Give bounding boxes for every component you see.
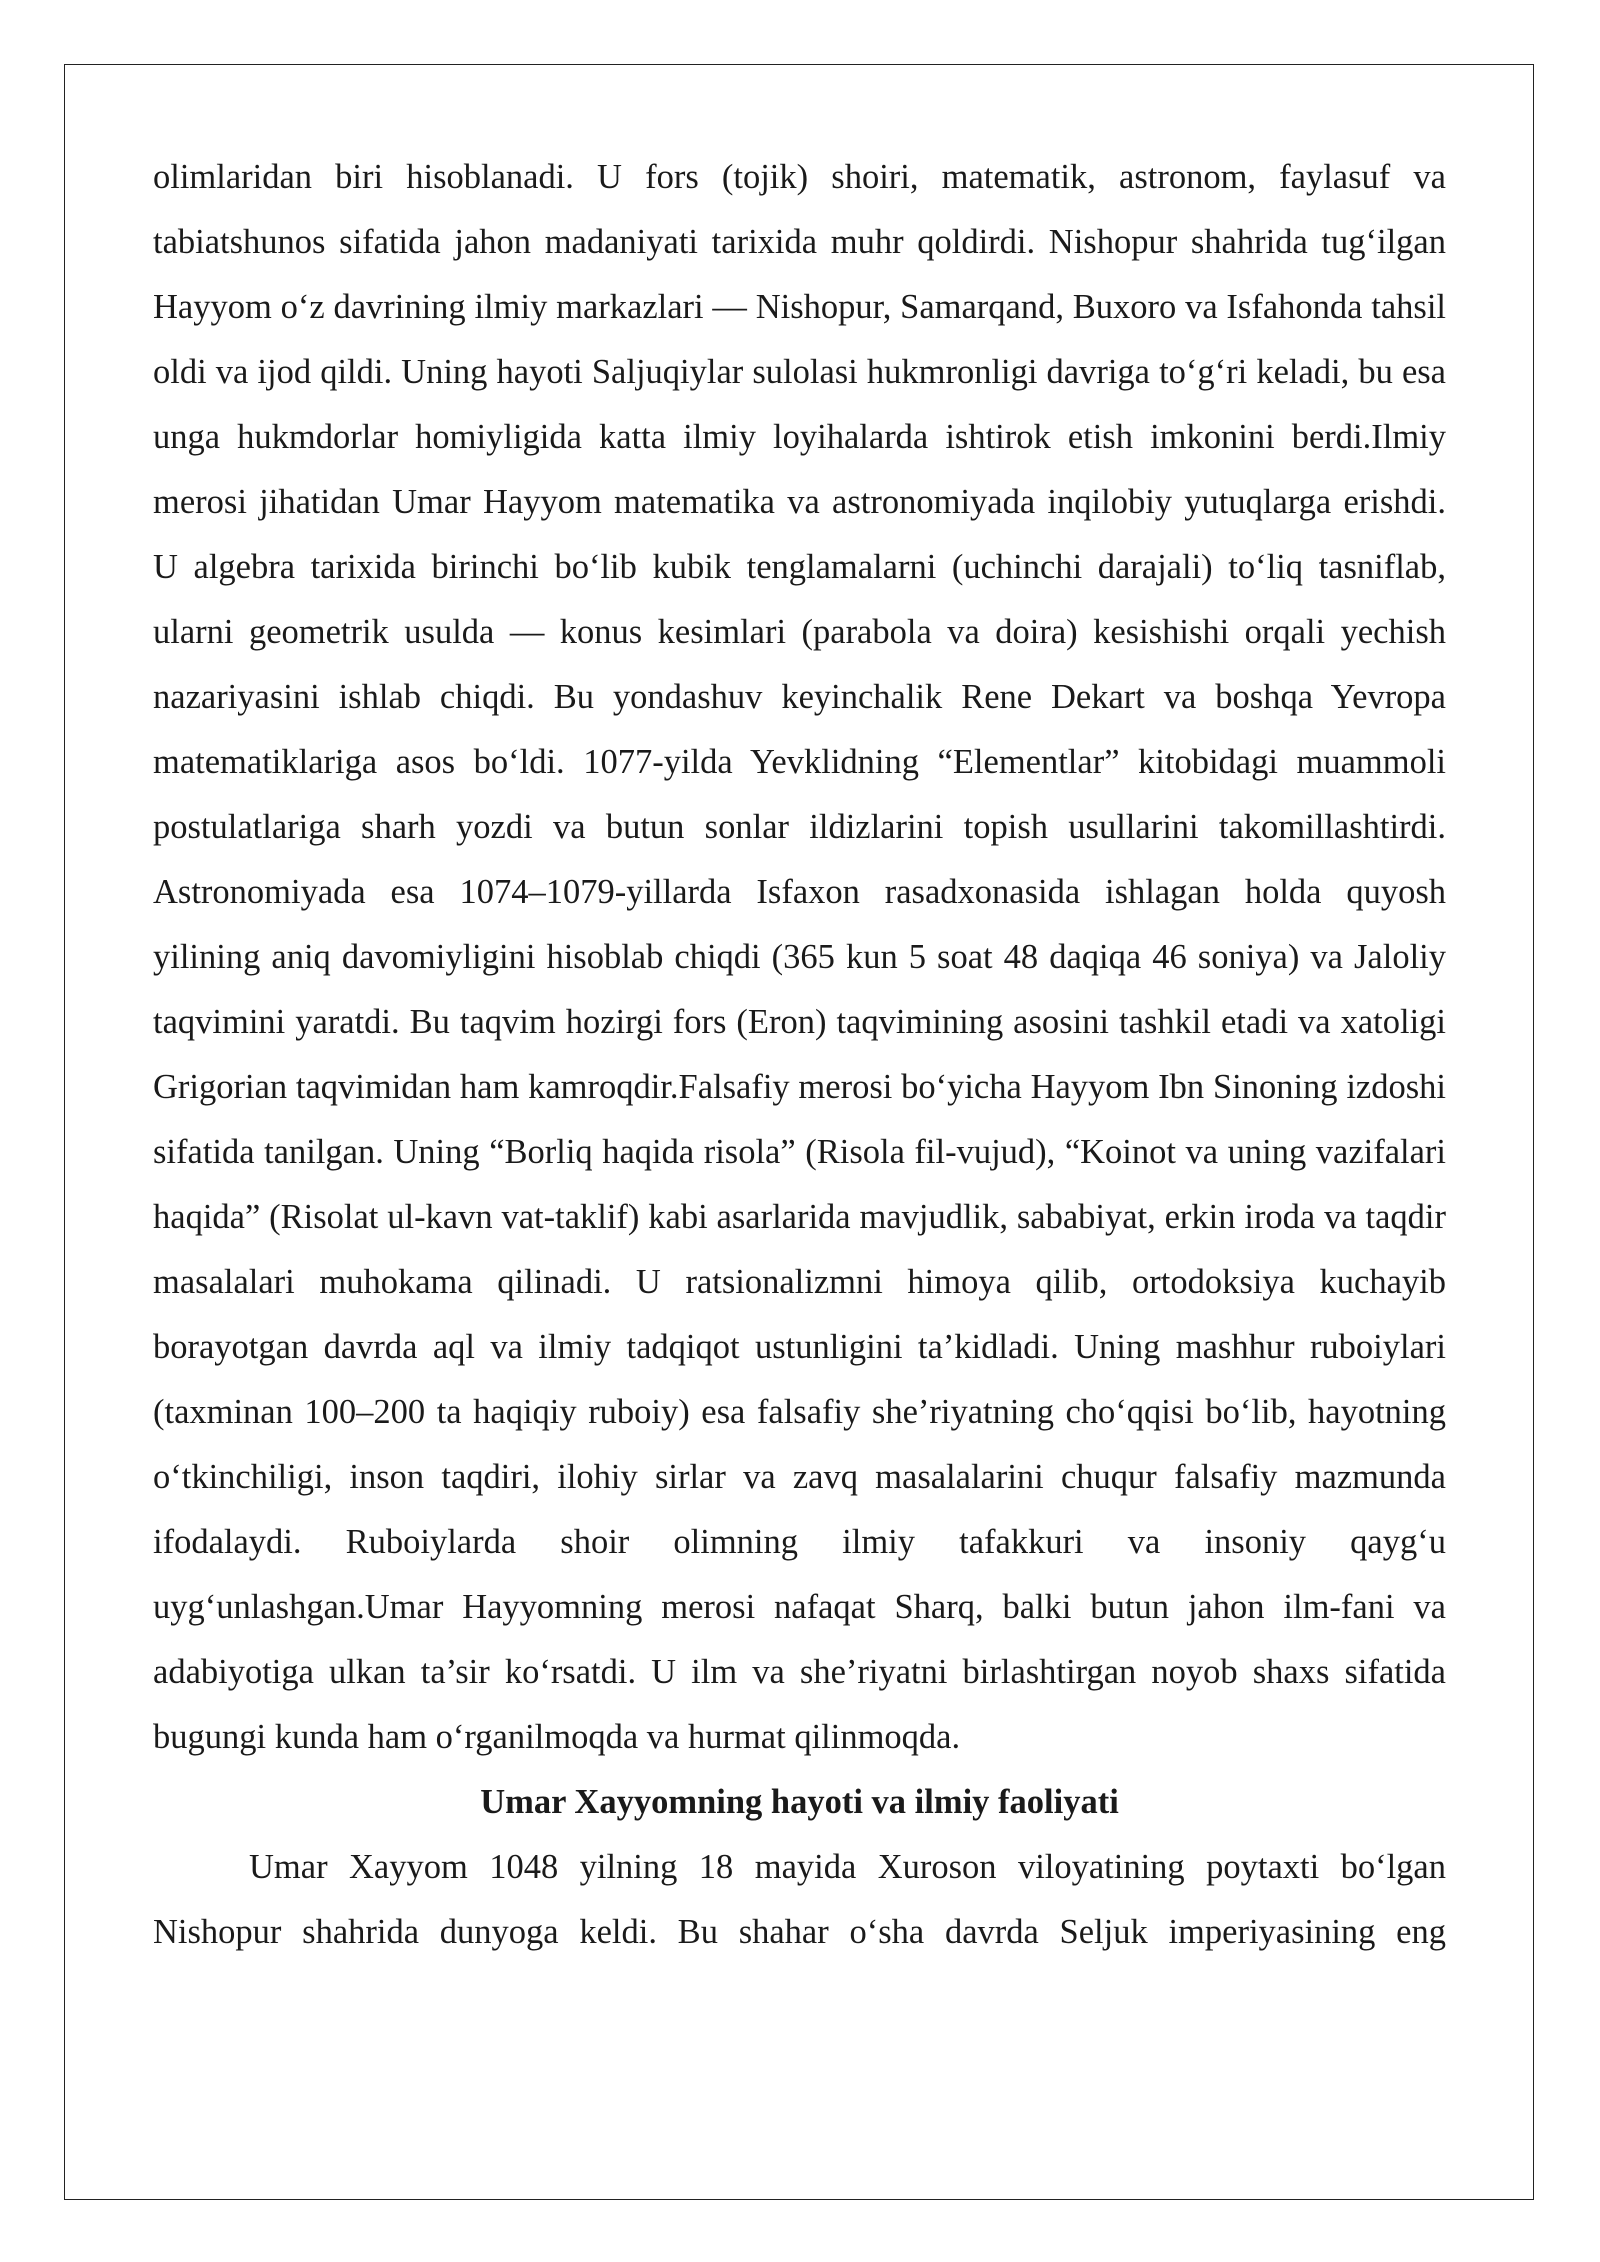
paragraph-2: Umar Xayyom 1048 yilning 18 mayida Xuroson viloyatining poytaxti bo‘lgan Nishopur shahrida dunyoga keldi. Bu shahar o‘sha davrda Seljuk imperiyasining eng <box>153 1848 1446 1951</box>
paragraph-1-last-line: ham o‘rganilmoqda va hurmat qilinmoqda. <box>367 1718 961 1756</box>
document-body <box>153 145 1446 1965</box>
paragraph-1 <box>153 145 1446 1770</box>
section-heading: Umar Xayyomning hayoti va ilmiy faoliyati <box>480 1783 1119 1821</box>
paragraph-1-text: olimlaridan biri hisoblanadi. U fors (tojik) shoiri, matematik, astronom, faylasuf va tabiatshunos sifatida jahon madaniyati tarixida muhr qoldirdi. Nishopur shahrida tug‘ilgan Hayyom o‘z davrining ilmiy markazlari — Nishopur, Samarqand, Buxoro va Isfahonda tahsil oldi va ijod qildi. Uning hayoti Saljuqiylar sulolasi hukmronligi davriga to‘g‘ri keladi, bu esa unga hukmdorlar homiyligida katta ilmiy loyihalarda ishtirok etish imkonini berdi.Ilmiy merosi jihatidan Umar Hayyom matematika va astronomiyada inqilobiy yutuqlarga erishdi. U algebra tarixida birinchi bo‘lib kubik tenglamalarni (uchinchi darajali) to‘liq tasniflab, ularni geometrik usulda — konus kesimlari (parabola va doira) kesishishi orqali yechish nazariyasini ishlab chiqdi. Bu yondashuv keyinchalik Rene Dekart va boshqa Yevropa matematiklariga asos bo‘ldi. 1077-yilda Yevklidning “Elementlar” kitobidagi muammoli postulatlariga sharh yozdi va butun sonlar ildizlarini topish usullarini takomillashtirdi. Astronomiyada esa 1074–1079-yillarda Isfaxon rasadxonasida ishlagan holda quyosh yilining aniq davomiyligini hisoblab chiqdi (365 kun 5 soat 48 daqiqa 46 soniya) va Jaloliy taqvimini yaratdi. Bu taqvim hozirgi fors (Eron) taqvimining asosini tashkil etadi va xatoligi Grigorian taqvimidan ham kamroqdir.Falsafiy merosi bo‘yicha Hayyom Ibn Sinoning izdoshi sifatida tanilgan. Uning “Borliq haqida risola” (Risola fil-vujud), “Koinot va uning vazifalari haqida” (Risolat ul-kavn vat-taklif) kabi asarlarida mavjudlik, sababiyat, erkin iroda va taqdir masalalari muhokama qilinadi. U ratsionalizmni himoya qilib, ortodoksiya kuchayib borayotgan davrda aql va ilmiy tadqiqot ustunligini ta’kidladi. Uning mashhur ruboiylari (taxminan 100–200 ta haqiqiy ruboiy) esa falsafiy she’riyatning cho‘qqisi bo‘lib, hayotning o‘tkinchiligi, inson taqdiri, ilohiy sirlar va zavq masalalarini chuqur falsafiy mazmunda ifodalaydi. Ruboiylarda shoir olimning ilmiy tafakkuri va insoniy qayg‘u uyg‘unlashgan.Umar Hayyomning merosi nafaqat Sharq, balki butun jahon ilm-fani va adabiyotiga ulkan ta’sir ko‘rsatdi. U ilm va she’riyatni birlashtirgan noyob shaxs sifatida bugungi kunda <box>153 158 1446 1756</box>
